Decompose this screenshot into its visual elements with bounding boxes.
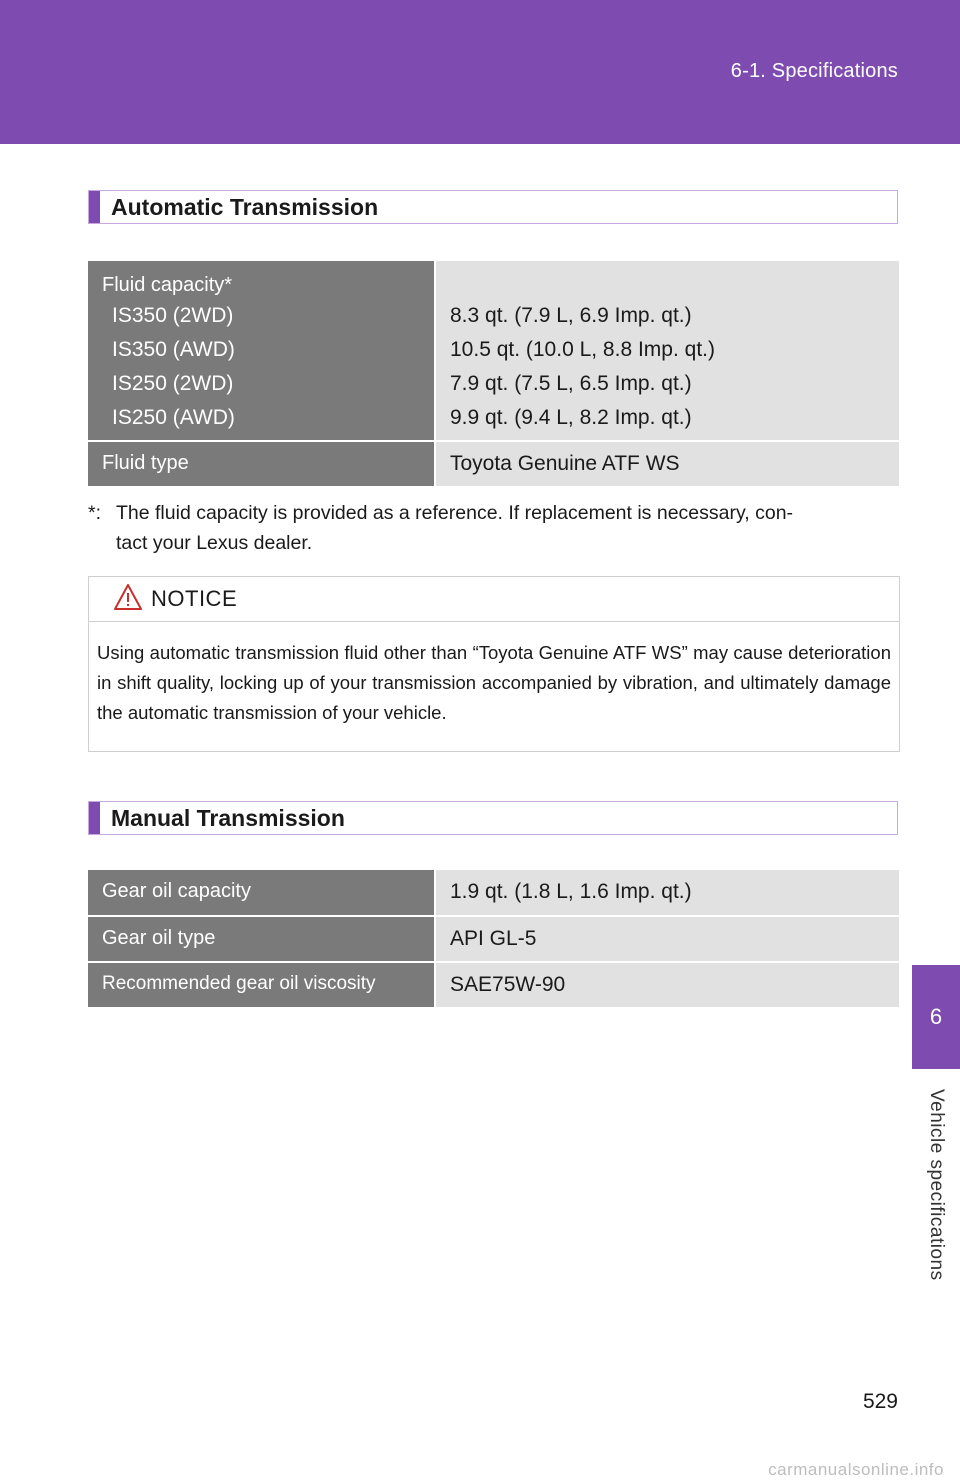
capacity-value: 10.5 qt. (10.0 L, 8.8 Imp. qt.) bbox=[450, 338, 715, 361]
automatic-spec-table bbox=[88, 261, 899, 488]
chapter-label-text: Vehicle specifications bbox=[926, 1089, 947, 1281]
capacity-value: 8.3 qt. (7.9 L, 6.9 Imp. qt.) bbox=[450, 304, 692, 327]
capacity-value: 7.9 qt. (7.5 L, 6.5 Imp. qt.) bbox=[450, 372, 692, 395]
page-header-title: 6-1. Specifications bbox=[730, 60, 898, 82]
table-row bbox=[88, 916, 899, 962]
section-heading-manual bbox=[88, 801, 898, 835]
chapter-tab[interactable] bbox=[912, 965, 960, 1069]
model-label: IS350 (2WD) bbox=[112, 304, 234, 327]
gear-oil-capacity-value: 1.9 qt. (1.8 L, 1.6 Imp. qt.) bbox=[435, 870, 899, 916]
footnote bbox=[88, 498, 898, 558]
gear-oil-viscosity-value: SAE75W-90 bbox=[435, 962, 899, 1008]
footnote-line: tact your Lexus dealer. bbox=[116, 532, 313, 554]
notice-label: NOTICE bbox=[151, 586, 238, 611]
gear-oil-viscosity-label: Recommended gear oil viscosity bbox=[88, 962, 435, 1008]
page-number: 529 bbox=[862, 1390, 898, 1413]
fluid-type-value: Toyota Genuine ATF WS bbox=[435, 441, 899, 487]
model-label: IS350 (AWD) bbox=[112, 338, 235, 361]
table-row bbox=[88, 962, 899, 1008]
gear-oil-type-value: API GL-5 bbox=[435, 916, 899, 962]
notice-box bbox=[88, 576, 900, 752]
watermark: carmanualsonline.info bbox=[768, 1460, 944, 1479]
model-label: IS250 (2WD) bbox=[112, 372, 234, 395]
capacity-value: 9.9 qt. (9.4 L, 8.2 Imp. qt.) bbox=[450, 406, 692, 429]
section-heading-automatic bbox=[88, 190, 898, 224]
heading-marker bbox=[89, 802, 100, 834]
table-row bbox=[88, 441, 899, 487]
fluid-type-label: Fluid type bbox=[88, 441, 435, 487]
table-row bbox=[88, 870, 899, 916]
gear-oil-capacity-label: Gear oil capacity bbox=[88, 870, 435, 916]
heading-text: Manual Transmission bbox=[111, 804, 345, 831]
chapter-label bbox=[912, 1080, 960, 1290]
warning-triangle-icon bbox=[113, 583, 143, 616]
model-label: IS250 (AWD) bbox=[112, 406, 235, 429]
notice-text: Using automatic transmission fluid other than “Toyota Genuine ATF WS” may cause deterioration in shift quality, locking up of your transmission accompanied by vibration, and ultimately damage the automatic transmission of your vehicle. bbox=[97, 642, 891, 723]
heading-text: Automatic Transmission bbox=[111, 193, 379, 220]
gear-oil-type-label: Gear oil type bbox=[88, 916, 435, 962]
footnote-line: The fluid capacity is provided as a reference. If replacement is necessary, con- bbox=[116, 502, 794, 524]
fluid-capacity-value-cell bbox=[435, 261, 899, 441]
manual-spec-table bbox=[88, 870, 899, 1009]
fluid-capacity-label-cell bbox=[88, 261, 435, 441]
footnote-mark: *: bbox=[88, 502, 102, 524]
heading-marker bbox=[89, 191, 100, 223]
fluid-capacity-label: Fluid capacity* bbox=[102, 274, 233, 296]
table-row bbox=[88, 261, 899, 441]
chapter-number: 6 bbox=[929, 1004, 943, 1029]
notice-header bbox=[89, 577, 899, 622]
